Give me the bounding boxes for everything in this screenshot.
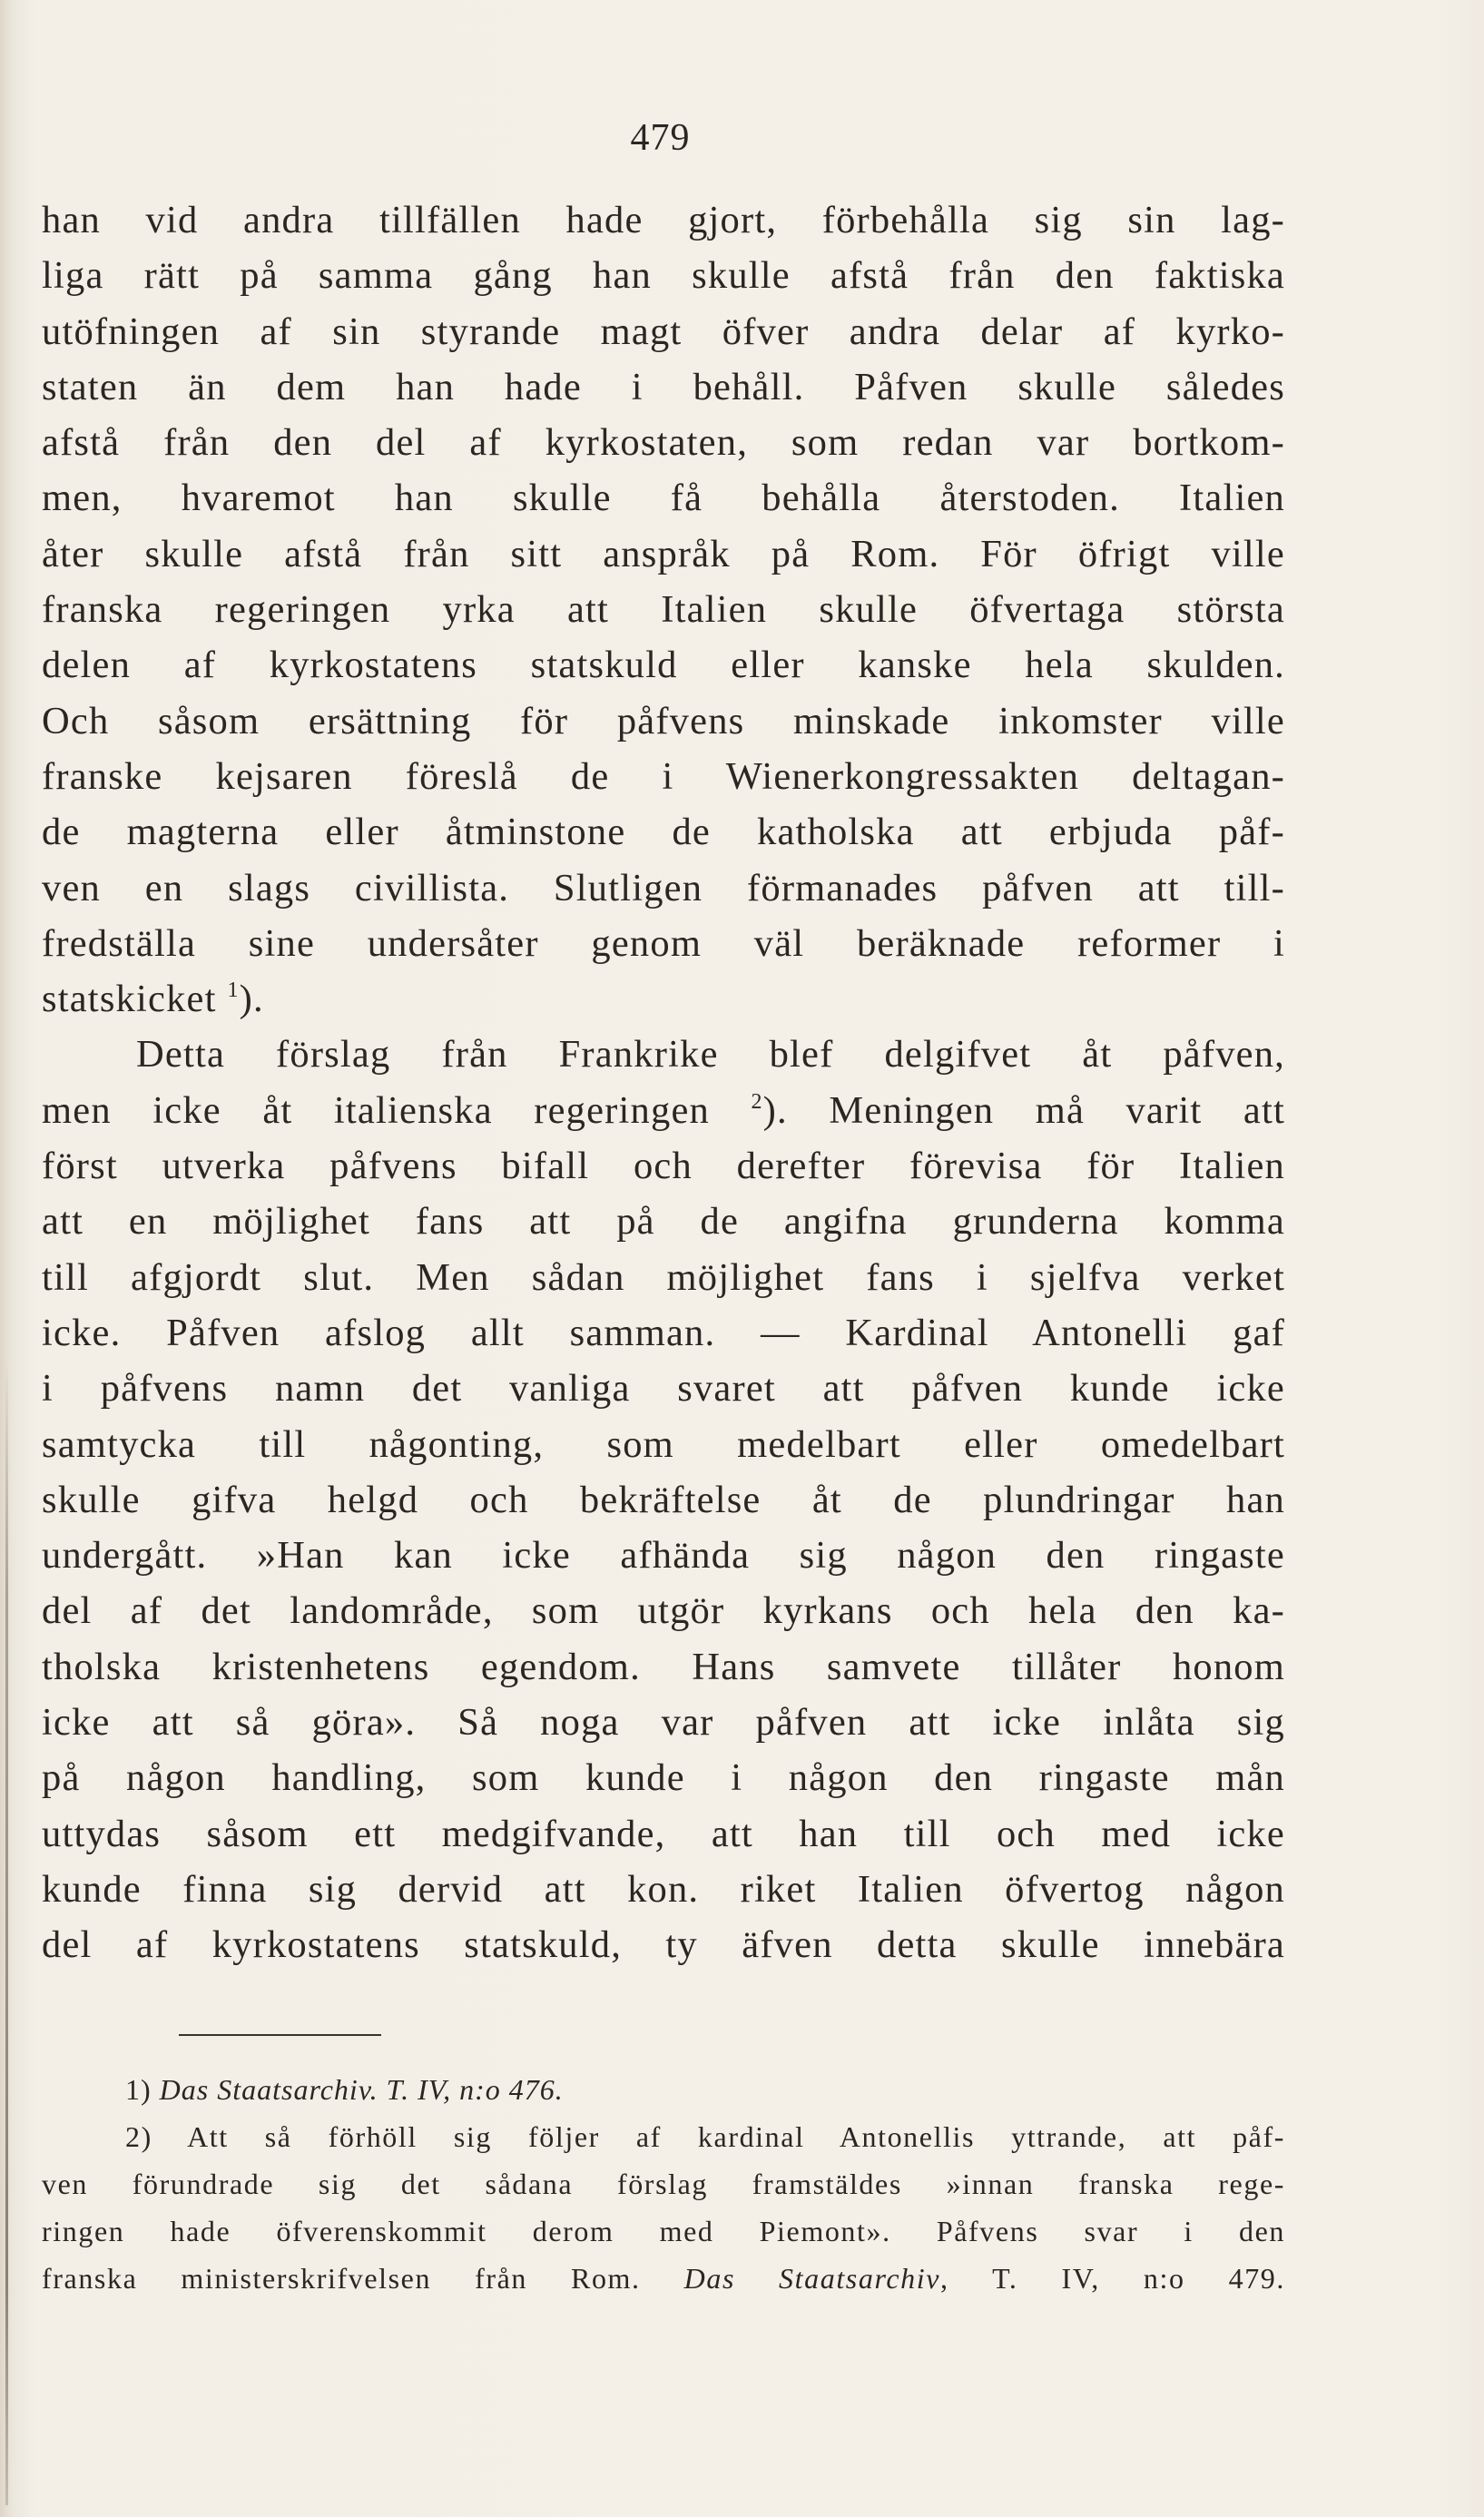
binding-edge-shadow xyxy=(5,1362,8,2505)
text-line: i påfvens namn det vanliga svaret att påfven kunde icke xyxy=(42,1367,1285,1411)
footnote-2-line: ven förundrade sig det sådana förslag framstäldes »innan franska rege- xyxy=(42,2168,1285,2200)
footnote-1 xyxy=(42,2066,1285,2113)
text-line: först utverka påfvens bifall och derefter förevisa för Italien xyxy=(42,1145,1285,1188)
text-line: del af kyrkostatens statskuld, ty äfven detta skulle innebära xyxy=(42,1923,1285,1967)
text-line: men, hvaremot han skulle få behålla återstoden. Italien xyxy=(42,477,1285,520)
text-line: afstå från den del af kyrkostaten, som redan var bortkom- xyxy=(42,421,1285,465)
text-line xyxy=(42,1083,1285,1138)
text-line: staten än dem han hade i behåll. Påfven skulle således xyxy=(42,365,1285,408)
text-line: han vid andra tillfällen hade gjort, förbehålla sig sin lag- xyxy=(42,199,1285,241)
text-line: del af det landområde, som utgör kyrkans och hela den ka- xyxy=(42,1589,1285,1633)
footnote-2-line: ringen hade öfverenskommit derom med Piemont». Påfvens svar i den xyxy=(42,2215,1285,2247)
footnote-number: 1) xyxy=(125,2073,152,2106)
text-line: icke. Påfven afslog allt samman. — Kardinal Antonelli gaf xyxy=(42,1311,1285,1354)
line-text: ). Meningen må varit att xyxy=(762,1088,1286,1132)
text-line: samtycka till någonting, som medelbart eller omedelbart xyxy=(42,1422,1285,1466)
footnotes xyxy=(42,2066,1285,2302)
text-line: franska regeringen yrka att Italien skulle öfvertaga största xyxy=(42,588,1285,632)
text-line: åter skulle afstå från sitt anspråk på Rom. För öfrigt ville xyxy=(42,532,1285,575)
page-number: 479 xyxy=(630,117,691,159)
text-line: att en möjlighet fans att på de angifna grunderna komma xyxy=(42,1200,1285,1244)
body-text xyxy=(42,192,1285,1973)
text-line: Och såsom ersättning för påfvens minskade inkomster ville xyxy=(42,699,1285,742)
text-line-paragraph-start: Detta förslag från Frankrike blef delgifvet åt påfven, xyxy=(136,1033,1285,1077)
text-line: icke att så göra». Så noga var påfven att icke inlåta sig xyxy=(42,1701,1285,1745)
text-line: utöfningen af sin styrande magt öfver andra delar af kyrko- xyxy=(42,310,1285,353)
text-line: till afgjordt slut. Men sådan möjlighet fans i sjelfva verket xyxy=(42,1255,1285,1299)
text-line-paragraph-end xyxy=(42,971,1285,1027)
footnote-ref-2[interactable]: 2 xyxy=(751,1089,763,1114)
text-line: på någon handling, som kunde i någon den ringaste mån xyxy=(42,1756,1285,1800)
footnote-separator xyxy=(179,2034,381,2036)
footnote-text: franska ministerskrifvelsen från Rom. xyxy=(42,2262,684,2295)
footnote-text: , T. IV, n:o 479. xyxy=(940,2262,1285,2295)
text-line: delen af kyrkostatens statskuld eller kanske hela skulden. xyxy=(42,644,1285,687)
text-line: de magterna eller åtminstone de katholska att erbjuda påf- xyxy=(42,811,1285,854)
footnote-2-line-end xyxy=(42,2255,1285,2302)
line-text: men icke åt italienska regeringen xyxy=(42,1088,752,1132)
line-text: ). xyxy=(239,978,264,1021)
text-line: undergått. »Han kan icke afhända sig någon den ringaste xyxy=(42,1534,1285,1578)
text-line: ven en slags civillista. Slutligen förmanades påfven att till- xyxy=(42,866,1285,909)
text-line: kunde finna sig dervid att kon. riket Italien öfvertog någon xyxy=(42,1867,1285,1911)
text-line: fredställa sine undersåter genom väl beräknade reformer i xyxy=(42,921,1285,965)
text-line: tholska kristenhetens egendom. Hans samvete tillåter honom xyxy=(42,1645,1285,1688)
text-line: skulle gifva helgd och bekräftelse åt de plundringar han xyxy=(42,1478,1285,1521)
text-line: liga rätt på samma gång han skulle afstå från den faktiska xyxy=(42,254,1285,298)
footnote-citation: Das Staatsarchiv xyxy=(683,2262,941,2295)
footnote-2-line: 2) Att så förhöll sig följer af kardinal Antonellis yttrande, att påf- xyxy=(125,2120,1285,2153)
text-line: uttydas såsom ett medgifvande, att han till och med icke xyxy=(42,1812,1285,1855)
footnote-ref-1[interactable]: 1 xyxy=(227,978,240,1003)
line-text: statskicket xyxy=(42,978,228,1021)
footnote-text: Das Staatsarchiv. T. IV, n:o 476. xyxy=(159,2073,564,2106)
text-line: franske kejsaren föreslå de i Wienerkongressakten deltagan- xyxy=(42,754,1285,798)
